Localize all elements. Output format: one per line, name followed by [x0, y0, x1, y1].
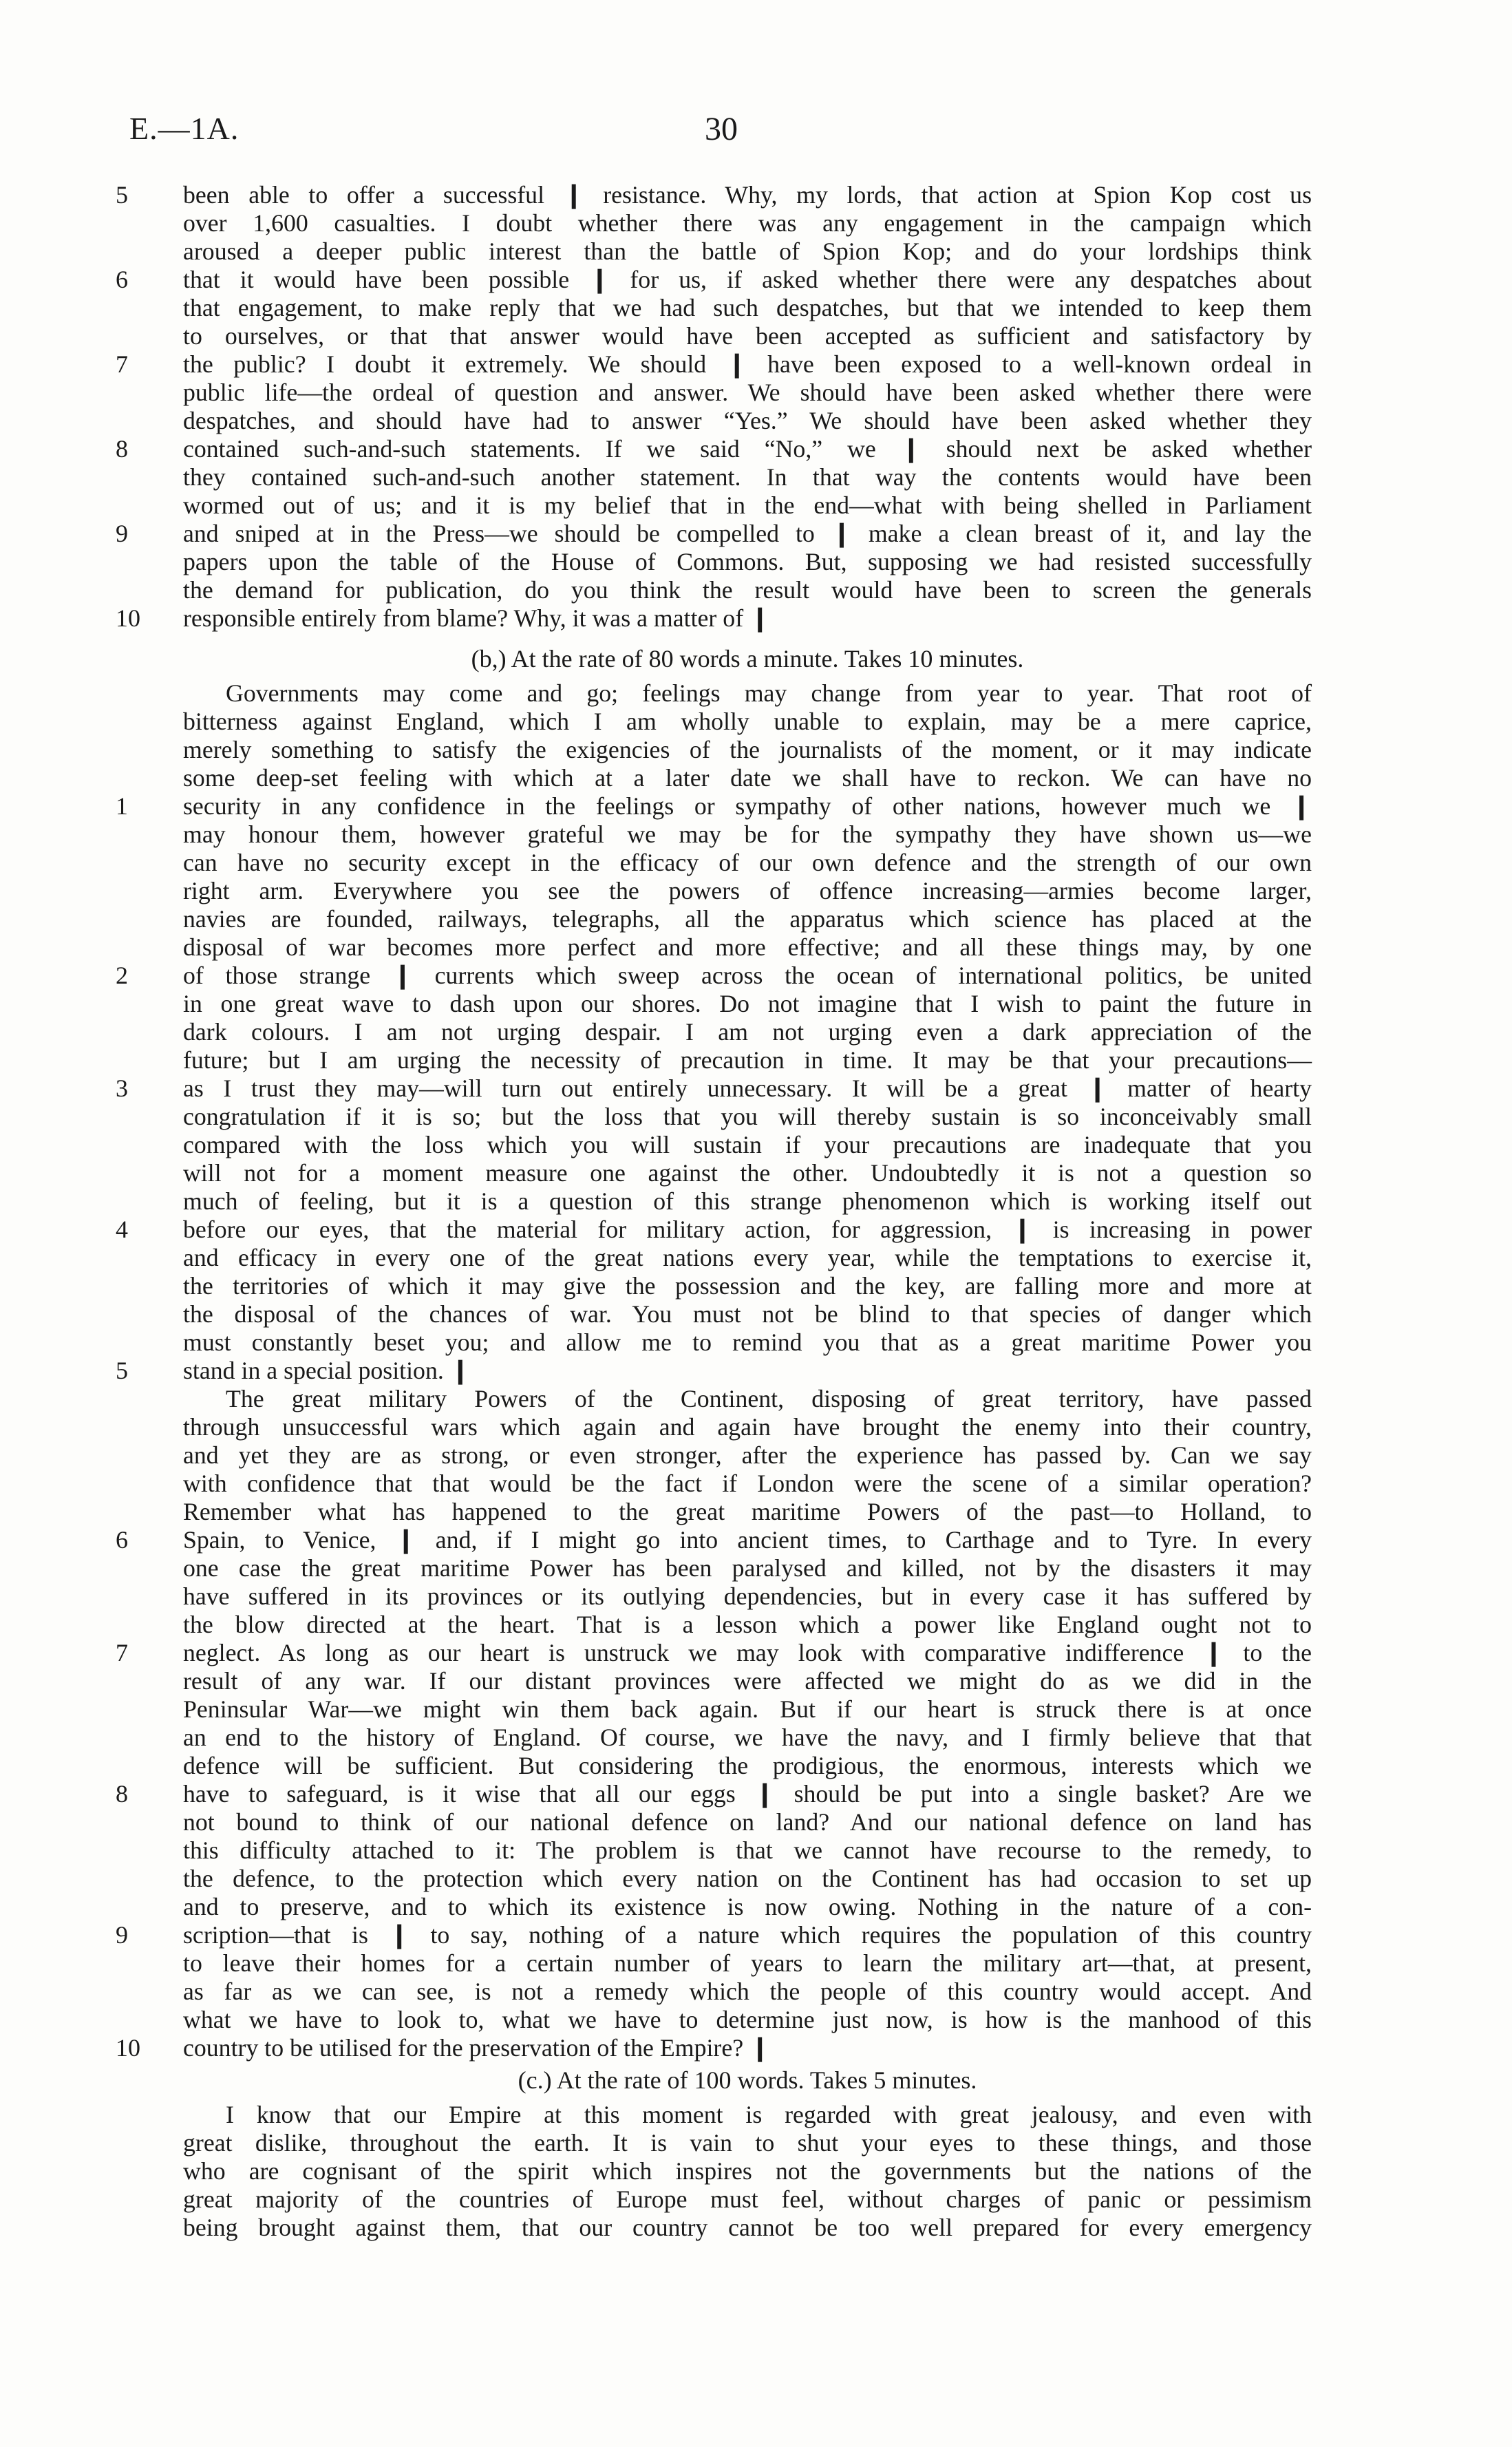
line-marker: 3 — [116, 1074, 128, 1102]
line-text: through unsuccessful wars which again and again have brought the enemy into their country, — [183, 1413, 1312, 1441]
text-line — [116, 350, 1312, 379]
text-line — [183, 2006, 1312, 2034]
line-text: papers upon the table of the House of Commons. But, supposing we had resisted successfully — [183, 548, 1312, 575]
text-line — [183, 764, 1312, 792]
line-text: the territories of which it may give the possession and the key, are falling more and more at — [183, 1272, 1312, 1300]
line-text: have suffered in its provinces or its outlying dependencies, but in every case it has suffered by — [183, 1582, 1312, 1610]
line-marker: 7 — [116, 350, 128, 378]
line-marker: 9 — [116, 520, 128, 547]
text-line — [183, 708, 1312, 736]
text-line — [183, 1187, 1312, 1216]
line-text: can have no security except in the efficacy of our own defence and the strength of our own — [183, 849, 1312, 876]
line-text: and yet they are as strong, or even stronger, after the experience has passed by. Can we say — [183, 1441, 1312, 1469]
line-text: the public? I doubt it extremely. We should ❙ have been exposed to a well-known ordeal in — [183, 350, 1312, 378]
line-text: who are cognisant of the spirit which inspires not the governments but the nations of the — [183, 2157, 1312, 2185]
line-text: much of feeling, but it is a question of this strange phenomenon which is working itself out — [183, 1187, 1312, 1215]
line-marker: 8 — [116, 435, 128, 463]
line-text: to ourselves, or that that answer would have been accepted as sufficient and satisfactory by — [183, 322, 1312, 350]
line-text: some deep-set feeling with which at a later date we shall have to reckon. We can have no — [183, 764, 1312, 792]
line-text: compared with the loss which you will sustain if your precautions are inadequate that you — [183, 1131, 1312, 1158]
text-line — [183, 1159, 1312, 1187]
text-line — [183, 1808, 1312, 1836]
line-text: may honour them, however grateful we may be for the sympathy they have shown us—we — [183, 820, 1312, 848]
line-text: stand in a special position. ❙ — [183, 1357, 471, 1384]
text-line — [183, 679, 1312, 708]
line-text: Peninsular War—we might win them back again. But if our heart is struck there is at once — [183, 1695, 1312, 1723]
page-number: 30 — [705, 111, 738, 147]
line-text: security in any confidence in the feelings or sympathy of other nations, however much we ❙ — [183, 792, 1312, 820]
line-text: as I trust they may—will turn out entirely unnecessary. It will be a great ❙ matter of hearty — [183, 1074, 1312, 1102]
line-text: merely something to satisfy the exigencies of the journalists of the moment, or it may indicate — [183, 736, 1312, 763]
text-line — [183, 407, 1312, 435]
text-line — [183, 322, 1312, 350]
line-text: future; but I am urging the necessity of precaution in time. It may be that your precautions— — [183, 1046, 1312, 1074]
text-line — [116, 1357, 1312, 1385]
line-text: contained such-and-such statements. If we said “No,” we ❙ should next be asked whether — [183, 435, 1312, 463]
line-marker: 8 — [116, 1780, 128, 1808]
line-text: as far as we can see, is not a remedy which the people of this country would accept. And — [183, 1978, 1312, 2005]
line-text: in one great wave to dash upon our shores. Do not imagine that I wish to paint the future in — [183, 990, 1312, 1017]
text-line — [183, 1018, 1312, 1046]
text-line — [183, 1244, 1312, 1272]
text-line — [183, 379, 1312, 407]
section-b-heading: (b,) At the rate of 80 words a minute. Takes 10 minutes. — [471, 645, 1024, 672]
section-b-passage — [116, 679, 1312, 2062]
text-line — [183, 1724, 1312, 1752]
text-line — [183, 1611, 1312, 1639]
text-line — [183, 1949, 1312, 1978]
line-text: and efficacy in every one of the great nations every year, while the temptations to exercise it, — [183, 1244, 1312, 1271]
text-line — [183, 933, 1312, 962]
text-line — [183, 1385, 1312, 1413]
line-text: congratulation if it is so; but the loss that you will thereby sustain is so inconceivably small — [183, 1103, 1312, 1130]
text-line — [183, 209, 1312, 237]
line-text: and to preserve, and to which its existence is now owing. Nothing in the nature of a con- — [183, 1893, 1312, 1920]
text-line — [183, 820, 1312, 849]
text-line — [183, 1893, 1312, 1921]
text-line — [183, 294, 1312, 322]
text-line — [183, 1300, 1312, 1328]
line-text: what we have to look to, what we have to determine just now, is how is the manhood of this — [183, 2006, 1312, 2033]
section-a-passage — [116, 181, 1312, 633]
line-text: bitterness against England, which I am wholly unable to explain, may be a mere caprice, — [183, 708, 1312, 735]
text-line — [116, 1526, 1312, 1554]
text-line — [183, 1865, 1312, 1893]
text-line — [183, 736, 1312, 764]
line-text: public life—the ordeal of question and answer. We should have been asked whether there were — [183, 379, 1312, 406]
line-text: they contained such-and-such another statement. In that way the contents would have been — [183, 463, 1312, 491]
text-line — [183, 1836, 1312, 1865]
text-line — [183, 576, 1312, 604]
line-text: disposal of war becomes more perfect and more effective; and all these things may, by one — [183, 933, 1312, 961]
line-text: before our eyes, that the material for military action, for aggression, ❙ is increasing in power — [183, 1216, 1312, 1243]
text-line — [183, 2214, 1312, 2242]
line-text: have to safeguard, is it wise that all our eggs ❙ should be put into a single basket? Are we — [183, 1780, 1312, 1808]
document-reference: E.—1A. — [129, 111, 239, 146]
line-text: great dislike, throughout the earth. It is vain to shut your eyes to these things, and those — [183, 2129, 1312, 2157]
text-line — [183, 1046, 1312, 1074]
section-c-heading: (c.) At the rate of 100 words. Takes 5 minutes. — [518, 2066, 977, 2094]
text-line — [183, 1498, 1312, 1526]
text-line — [116, 181, 1312, 209]
section-c-passage — [183, 2101, 1312, 2242]
text-line — [183, 2185, 1312, 2214]
text-line — [183, 2101, 1312, 2129]
line-text: being brought against them, that our country cannot be too well prepared for every emergency — [183, 2214, 1312, 2241]
text-line — [183, 990, 1312, 1018]
line-text: the defence, to the protection which every nation on the Continent has had occasion to set up — [183, 1865, 1312, 1892]
text-line — [116, 792, 1312, 820]
text-line — [183, 1470, 1312, 1498]
line-text: defence will be sufficient. But considering the prodigious, the enormous, interests which we — [183, 1752, 1312, 1779]
text-line — [183, 905, 1312, 933]
line-text: country to be utilised for the preservation of the Empire? ❙ — [183, 2034, 771, 2062]
line-text: the demand for publication, do you think the result would have been to screen the generals — [183, 576, 1312, 604]
line-marker: 7 — [116, 1639, 128, 1666]
line-text: one case the great maritime Power has been paralysed and killed, not by the disasters it may — [183, 1554, 1312, 1582]
line-text: the blow directed at the heart. That is a lesson which a power like England ought not to — [183, 1611, 1312, 1638]
line-text: The great military Powers of the Continent, disposing of great territory, have passed — [226, 1385, 1312, 1412]
line-text: will not for a moment measure one against the other. Undoubtedly it is not a question so — [183, 1159, 1312, 1187]
line-text: aroused a deeper public interest than the battle of Spion Kop; and do your lordships think — [183, 237, 1312, 265]
line-text: that engagement, to make reply that we had such despatches, but that we intended to keep them — [183, 294, 1312, 321]
line-marker: 2 — [116, 962, 128, 989]
text-line — [116, 435, 1312, 463]
line-marker: 10 — [116, 604, 140, 632]
text-line — [183, 2129, 1312, 2157]
text-line — [116, 962, 1312, 990]
line-marker: 1 — [116, 792, 128, 820]
text-line — [183, 1103, 1312, 1131]
text-line — [116, 520, 1312, 548]
text-line — [116, 604, 1312, 633]
text-line — [183, 1667, 1312, 1695]
text-line — [183, 877, 1312, 905]
text-line — [183, 237, 1312, 266]
line-marker: 5 — [116, 181, 128, 209]
text-line — [116, 1780, 1312, 1808]
line-text: wormed out of us; and it is my belief that in the end—what with being shelled in Parliament — [183, 491, 1312, 519]
line-text: I know that our Empire at this moment is regarded with great jealousy, and even with — [226, 2101, 1312, 2128]
line-text: navies are founded, railways, telegraphs, all the apparatus which science has placed at the — [183, 905, 1312, 933]
line-text: an end to the history of England. Of course, we have the navy, and I firmly believe that that — [183, 1724, 1312, 1751]
line-text: scription—that is ❙ to say, nothing of a nature which requires the population of this country — [183, 1921, 1312, 1949]
line-text: with confidence that that would be the fact if London were the scene of a similar operation? — [183, 1470, 1312, 1497]
line-text: great majority of the countries of Europe must feel, without charges of panic or pessimism — [183, 2185, 1312, 2213]
text-line — [183, 1413, 1312, 1441]
line-text: and sniped at in the Press—we should be compelled to ❙ make a clean breast of it, and lay the — [183, 520, 1312, 547]
line-text: Governments may come and go; feelings may change from year to year. That root of — [226, 679, 1312, 707]
text-line — [183, 1554, 1312, 1582]
line-text: the disposal of the chances of war. You must not be blind to that species of danger which — [183, 1300, 1312, 1328]
line-text: Remember what has happened to the great maritime Powers of the past—to Holland, to — [183, 1498, 1312, 1525]
line-text: not bound to think of our national defence on land? And our national defence on land has — [183, 1808, 1312, 1836]
line-marker: 6 — [116, 1526, 128, 1554]
line-text: to leave their homes for a certain number of years to learn the military art—that, at present, — [183, 1949, 1312, 1977]
line-marker: 10 — [116, 2034, 140, 2062]
text-line — [183, 1272, 1312, 1300]
line-text: of those strange ❙ currents which sweep across the ocean of international politics, be united — [183, 962, 1312, 989]
line-marker: 5 — [116, 1357, 128, 1384]
text-line — [183, 491, 1312, 520]
text-line — [183, 548, 1312, 576]
text-line — [116, 1074, 1312, 1103]
line-text: been able to offer a successful ❙ resistance. Why, my lords, that action at Spion Kop cost us — [183, 181, 1312, 209]
text-line — [116, 1639, 1312, 1667]
text-line — [183, 1978, 1312, 2006]
text-line — [183, 463, 1312, 491]
text-line — [183, 1582, 1312, 1611]
line-text: that it would have been possible ❙ for us, if asked whether there were any despatches about — [183, 266, 1312, 293]
line-text: must constantly beset you; and allow me to remind you that as a great maritime Power you — [183, 1328, 1312, 1356]
line-text: right arm. Everywhere you see the powers of offence increasing—armies become larger, — [183, 877, 1312, 904]
text-line — [116, 266, 1312, 294]
line-text: Spain, to Venice, ❙ and, if I might go into ancient times, to Carthage and to Tyre. In every — [183, 1526, 1312, 1554]
line-text: neglect. As long as our heart is unstruck we may look with comparative indifference ❙ to the — [183, 1639, 1312, 1666]
line-text: this difficulty attached to it: The problem is that we cannot have recourse to the remedy, to — [183, 1836, 1312, 1864]
text-line — [183, 1695, 1312, 1724]
line-marker: 9 — [116, 1921, 128, 1949]
line-text: dark colours. I am not urging despair. I am not urging even a dark appreciation of the — [183, 1018, 1312, 1046]
text-line — [183, 1752, 1312, 1780]
text-line — [116, 1216, 1312, 1244]
text-line — [183, 1328, 1312, 1357]
text-line — [116, 1921, 1312, 1949]
text-line — [183, 1131, 1312, 1159]
line-marker: 6 — [116, 266, 128, 293]
text-line — [116, 2034, 1312, 2062]
text-line — [183, 1441, 1312, 1470]
line-text: responsible entirely from blame? Why, it was a matter of ❙ — [183, 604, 771, 632]
line-text: over 1,600 casualties. I doubt whether there was any engagement in the campaign which — [183, 209, 1312, 237]
line-text: result of any war. If our distant provinces were affected we might do as we did in the — [183, 1667, 1312, 1695]
line-marker: 4 — [116, 1216, 128, 1243]
text-line — [183, 849, 1312, 877]
line-text: despatches, and should have had to answer “Yes.” We should have been asked whether they — [183, 407, 1312, 434]
text-line — [183, 2157, 1312, 2185]
